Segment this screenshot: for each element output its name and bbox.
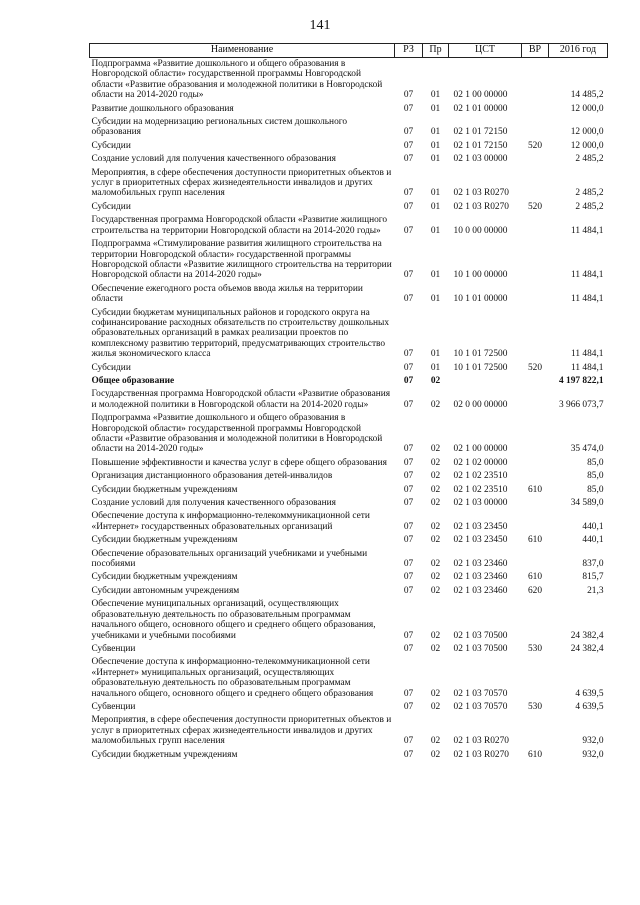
row-amount: 440,1: [582, 535, 604, 546]
row-pr: 02: [430, 630, 441, 641]
row-rz: 07: [403, 127, 414, 138]
row-rz: 07: [403, 471, 414, 482]
row-pr: 01: [430, 140, 441, 151]
table-row: [90, 497, 608, 510]
row-amount: 14 485,2: [570, 90, 604, 101]
row-amount: 34 589,0: [570, 498, 604, 509]
row-vr: [522, 167, 549, 201]
row-name: Обеспечение ежегодного роста объемов ввода жилья на территории области: [91, 283, 363, 305]
row-vr: [522, 214, 549, 238]
row-pr: 01: [430, 103, 441, 114]
row-amount: 12 000,0: [570, 140, 604, 151]
row-rz: 07: [403, 154, 414, 165]
table-row: [90, 58, 608, 103]
row-rz: 07: [403, 90, 414, 101]
table-row: [90, 510, 608, 534]
row-vr: 610: [527, 572, 543, 583]
row-cst: 02 1 03 70500: [453, 630, 508, 641]
row-cst: 10 1 01 72500: [453, 362, 508, 373]
row-amount: 12 000,0: [570, 103, 604, 114]
row-cst: 02 0 00 00000: [453, 399, 508, 410]
row-amount: 24 382,4: [570, 630, 604, 641]
row-name: Организация дистанционного образования детей-инвалидов: [91, 471, 333, 482]
table-row: [90, 548, 608, 572]
row-pr: 01: [430, 294, 441, 305]
row-cst: 02 1 03 23460: [453, 572, 508, 583]
row-pr: 02: [430, 375, 441, 386]
row-name: Подпрограмма «Стимулирование развития жилищного строительства на территории Новгородской области» государственной программы Новгородской области «Развитие жилищного строительства на территории Новгородской области на 2014-2020 годы»: [91, 239, 392, 281]
row-vr: [522, 656, 549, 701]
row-pr: 01: [430, 201, 441, 212]
row-vr: [522, 470, 549, 483]
row-cst: 02 1 03 23450: [453, 521, 508, 532]
table-row: [90, 388, 608, 412]
row-name: Субсидии бюджетным учреждениям: [91, 572, 238, 583]
row-pr: 02: [430, 585, 441, 596]
row-cst: 02 1 03 70500: [453, 643, 508, 654]
row-amount: 2 485,2: [575, 154, 604, 165]
table-row: [90, 643, 608, 656]
row-cst: 02 1 03 23460: [453, 585, 508, 596]
row-name: Развитие дошкольного образования: [91, 103, 234, 114]
row-rz: 07: [403, 201, 414, 212]
row-pr: 01: [430, 362, 441, 373]
budget-table: [89, 43, 608, 762]
table-row: [90, 201, 608, 214]
row-vr: [522, 116, 549, 140]
row-rz: 07: [403, 362, 414, 373]
row-vr: [522, 388, 549, 412]
row-vr: [522, 375, 549, 388]
table-row: [90, 412, 608, 457]
table-row: [90, 470, 608, 483]
row-name: Мероприятия, в сфере обеспечения доступности приоритетных объектов и услуг в приоритетных сферах жизнедеятельности инвалидов и других маломобильных групп населения: [91, 167, 392, 199]
table-row: [90, 238, 608, 283]
row-amount: 21,3: [587, 585, 604, 596]
row-pr: 02: [430, 559, 441, 570]
table-row: [90, 283, 608, 307]
row-cst: 02 1 01 00000: [453, 103, 508, 114]
row-rz: 07: [403, 498, 414, 509]
table-row: [90, 484, 608, 497]
row-cst: 02 1 03 70570: [453, 688, 508, 699]
row-amount: 11 484,1: [571, 270, 604, 281]
row-pr: 01: [430, 90, 441, 101]
table-row: [90, 457, 608, 470]
row-pr: 02: [430, 399, 441, 410]
table-row: [90, 571, 608, 584]
row-cst: 02 1 03 23450: [453, 535, 508, 546]
row-vr: [522, 412, 549, 457]
row-pr: 02: [430, 535, 441, 546]
table-row: [90, 362, 608, 375]
row-name: Обеспечение муниципальных организаций, осуществляющих образовательную деятельность по образовательным программам начального общего, основного общего и среднего общего образования, учебниками и учебными пособиями: [91, 599, 376, 641]
table-row: [90, 656, 608, 701]
row-cst: 10 0 00 00000: [453, 225, 508, 236]
row-vr: [522, 307, 549, 362]
row-pr: 02: [430, 498, 441, 509]
row-name: Субсидии на модернизацию региональных систем дошкольного образования: [91, 117, 348, 138]
row-name: Субсидии: [91, 362, 131, 373]
header-cst: ЦСТ: [449, 44, 522, 58]
row-rz: 07: [403, 630, 414, 641]
row-amount: 2 485,2: [575, 201, 604, 212]
row-cst: 02 1 03 R0270: [453, 201, 509, 212]
row-rz: 07: [403, 484, 414, 495]
row-vr: [522, 598, 549, 643]
row-vr: 520: [527, 362, 543, 373]
row-vr: [522, 153, 549, 166]
row-pr: 02: [430, 688, 441, 699]
row-vr: 520: [527, 140, 543, 151]
row-pr: 02: [430, 471, 441, 482]
row-name: Подпрограмма «Развитие дошкольного и общего образования в Новгородской области» государственной программы Новгородской области «Развитие образования и молодежной политики в Новгородской области на 2014-2020 годы»: [91, 59, 383, 101]
header-amount: 2016 год: [549, 44, 608, 58]
row-cst: [449, 375, 522, 388]
row-rz: 07: [403, 736, 414, 747]
row-vr: 610: [527, 484, 543, 495]
row-pr: 02: [430, 484, 441, 495]
row-vr: 620: [527, 585, 543, 596]
row-rz: 07: [403, 572, 414, 583]
row-name: Подпрограмма «Развитие дошкольного и общего образования в Новгородской области» государственной программы Новгородской области «Развитие образования и молодежной политики в Новгородской области на 2014-2020 годы»: [91, 413, 383, 455]
page-number: 141: [309, 18, 331, 33]
row-rz: 07: [403, 688, 414, 699]
row-name: Государственная программа Новгородской области «Развитие образования и молодежной политики в Новгородской области на 2014-2020 годы»: [91, 389, 391, 410]
row-amount: 35 474,0: [570, 444, 604, 455]
row-vr: 520: [527, 201, 543, 212]
row-cst: 02 1 03 00000: [453, 154, 508, 165]
table-row: [90, 534, 608, 547]
row-vr: [522, 283, 549, 307]
row-name: Повышение эффективности и качества услуг в сфере общего образования: [91, 457, 387, 468]
row-amount: 4 639,5: [575, 701, 604, 712]
row-rz: 07: [403, 140, 414, 151]
row-pr: 01: [430, 270, 441, 281]
row-rz: 07: [403, 103, 414, 114]
row-name: Субсидии автономным учреждениям: [91, 585, 240, 596]
row-name: Субвенции: [91, 701, 136, 712]
header-pr: Пр: [423, 44, 449, 58]
row-cst: 02 1 02 00000: [453, 457, 508, 468]
table-row: [90, 153, 608, 166]
row-cst: 02 1 02 23510: [453, 484, 508, 495]
row-cst: 02 1 03 R0270: [453, 749, 509, 760]
row-amount: 24 382,4: [570, 643, 604, 654]
row-vr: [522, 714, 549, 748]
row-vr: [522, 457, 549, 470]
row-amount: 2 485,2: [575, 188, 604, 199]
table-row: [90, 375, 608, 388]
row-rz: 07: [403, 444, 414, 455]
row-name: Государственная программа Новгородской области «Развитие жилищного строительства на территории Новгородской области на 2014-2020 годы»: [91, 215, 388, 236]
header-vr: ВР: [522, 44, 549, 58]
row-rz: 07: [403, 270, 414, 281]
row-amount: 85,0: [587, 457, 604, 468]
table-row: [90, 214, 608, 238]
row-rz: 07: [403, 375, 414, 386]
row-pr: 02: [430, 736, 441, 747]
row-vr: [522, 58, 549, 103]
row-rz: 07: [403, 701, 414, 712]
row-cst: 02 1 01 72150: [453, 140, 508, 151]
table-row: [90, 307, 608, 362]
row-amount: 11 484,1: [571, 294, 604, 305]
row-amount: 4 197 822,1: [558, 375, 604, 386]
row-name: Субсидии бюджетным учреждениям: [91, 749, 238, 760]
table-row: [90, 585, 608, 598]
header-rz: РЗ: [395, 44, 423, 58]
row-cst: 10 1 01 00000: [453, 294, 508, 305]
row-vr: [522, 103, 549, 116]
row-rz: 07: [403, 399, 414, 410]
table-row: [90, 749, 608, 762]
row-amount: 85,0: [587, 484, 604, 495]
row-rz: 07: [403, 294, 414, 305]
row-pr: 02: [430, 749, 441, 760]
row-vr: 610: [527, 535, 543, 546]
row-name: Субсидии бюджетным учреждениям: [91, 484, 238, 495]
row-rz: 07: [403, 585, 414, 596]
row-amount: 3 966 073,7: [558, 399, 604, 410]
row-cst: 02 1 03 70570: [453, 701, 508, 712]
row-cst: 02 1 02 23510: [453, 471, 508, 482]
row-pr: 02: [430, 521, 441, 532]
table-row: [90, 103, 608, 116]
row-name: Общее образование: [91, 375, 175, 386]
row-amount: 932,0: [582, 736, 604, 747]
row-pr: 01: [430, 154, 441, 165]
row-vr: [522, 510, 549, 534]
row-name: Мероприятия, в сфере обеспечения доступности приоритетных объектов и услуг в приоритетных сферах жизнедеятельности инвалидов и других маломобильных групп населения: [91, 715, 392, 747]
row-amount: 11 484,1: [571, 225, 604, 236]
row-cst: 02 1 03 23460: [453, 559, 508, 570]
row-vr: [522, 497, 549, 510]
row-amount: 12 000,0: [570, 127, 604, 138]
row-vr: [522, 548, 549, 572]
row-amount: 440,1: [582, 521, 604, 532]
row-cst: 10 1 00 00000: [453, 270, 508, 281]
row-name: Субсидии: [91, 140, 131, 151]
row-rz: 07: [403, 535, 414, 546]
row-rz: 07: [403, 457, 414, 468]
row-name: Обеспечение доступа к информационно-телекоммуникационной сети «Интернет» муниципальных организаций, осуществляющих образовательную деятельность по образовательным программам начального общего, основного общего и среднего общего образования: [91, 657, 374, 699]
row-rz: 07: [403, 521, 414, 532]
row-name: Обеспечение доступа к информационно-телекоммуникационной сети «Интернет» государственных образовательных организаций: [91, 511, 370, 532]
table-row: [90, 140, 608, 153]
row-cst: 02 1 00 00000: [453, 90, 508, 101]
row-amount: 815,7: [582, 572, 604, 583]
row-name: Субвенции: [91, 643, 136, 654]
row-rz: 07: [403, 349, 414, 360]
row-pr: 02: [430, 643, 441, 654]
row-rz: 07: [403, 188, 414, 199]
row-vr: 530: [527, 701, 543, 712]
row-cst: 10 1 01 72500: [453, 349, 508, 360]
row-name: Создание условий для получения качественного образования: [91, 498, 336, 509]
row-vr: 610: [527, 749, 543, 760]
row-amount: 11 484,1: [571, 349, 604, 360]
table-row: [90, 714, 608, 748]
row-pr: 02: [430, 444, 441, 455]
header-name: Наименование: [90, 44, 395, 58]
table-row: [90, 116, 608, 140]
row-pr: 01: [430, 188, 441, 199]
row-rz: 07: [403, 225, 414, 236]
row-name: Обеспечение образовательных организаций учебниками и учебными пособиями: [91, 548, 368, 570]
row-rz: 07: [403, 749, 414, 760]
row-cst: 02 1 03 R0270: [453, 736, 509, 747]
table-row: [90, 167, 608, 201]
table-header-row: [90, 44, 608, 58]
row-amount: 85,0: [587, 471, 604, 482]
row-pr: 02: [430, 701, 441, 712]
row-name: Субсидии: [91, 201, 131, 212]
row-cst: 02 1 01 72150: [453, 127, 508, 138]
row-cst: 02 1 03 00000: [453, 498, 508, 509]
row-name: Субсидии бюджетам муниципальных районов и городского округа на софинансирование расходных обязательств по строительству дошкольных образовательных организаций в рамках реализации проектов по комплексному развитию территорий, предусматривающих строительство жилья экономического класса: [91, 307, 390, 360]
row-amount: 837,0: [582, 559, 604, 570]
row-pr: 02: [430, 457, 441, 468]
row-pr: 01: [430, 225, 441, 236]
row-amount: 11 484,1: [571, 362, 604, 373]
row-amount: 932,0: [582, 749, 604, 760]
table-row: [90, 701, 608, 714]
row-rz: 07: [403, 643, 414, 654]
row-amount: 4 639,5: [575, 688, 604, 699]
row-cst: 02 1 03 R0270: [453, 188, 509, 199]
table-body: [90, 58, 608, 762]
row-pr: 02: [430, 572, 441, 583]
table-row: [90, 598, 608, 643]
row-cst: 02 1 00 00000: [453, 444, 508, 455]
row-vr: [522, 238, 549, 283]
row-vr: 530: [527, 643, 543, 654]
row-pr: 01: [430, 127, 441, 138]
row-pr: 01: [430, 349, 441, 360]
row-name: Субсидии бюджетным учреждениям: [91, 535, 238, 546]
row-rz: 07: [403, 559, 414, 570]
row-name: Создание условий для получения качественного образования: [91, 154, 336, 165]
